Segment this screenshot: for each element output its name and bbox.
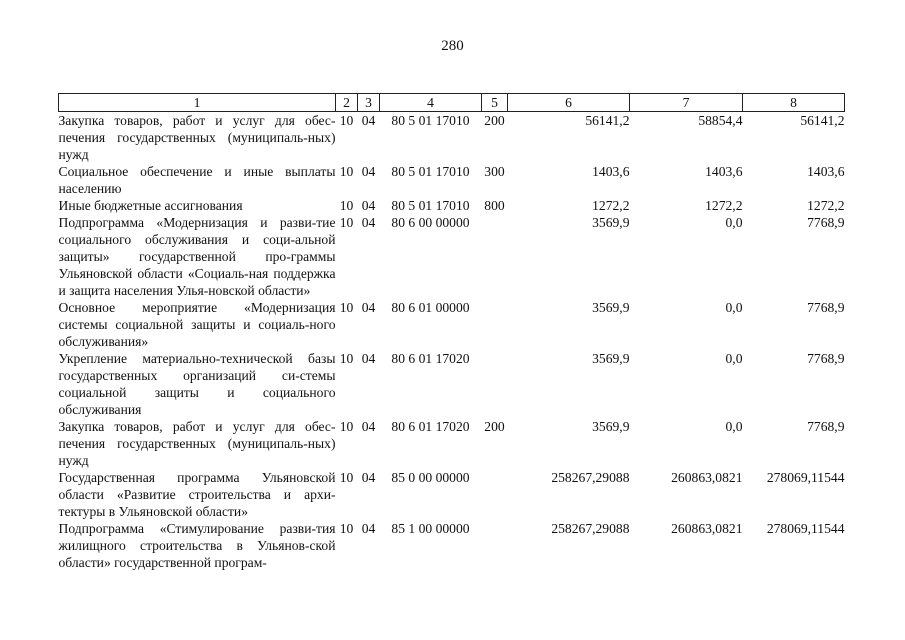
col-header: 3	[358, 94, 380, 112]
cell-target-code: 80 6 01 17020	[391, 419, 470, 434]
cell-target-code: 85 1 00 00000	[391, 521, 470, 536]
cell-amount-6: 1272,2	[592, 198, 630, 213]
cell-section: 10	[339, 164, 354, 179]
cell-expense-type	[482, 299, 508, 350]
cell-subsection: 04	[361, 164, 376, 179]
cell-amount-6: 3569,9	[592, 300, 630, 315]
cell-expense-type: 200	[484, 419, 505, 434]
cell-section: 10	[339, 215, 354, 230]
col-header: 6	[508, 94, 630, 112]
cell-subsection: 04	[361, 351, 376, 366]
cell-section: 10	[339, 113, 354, 128]
table-row	[59, 469, 845, 520]
cell-section: 10	[339, 198, 354, 213]
col-header: 2	[336, 94, 358, 112]
table-row	[59, 350, 845, 418]
row-name: Закупка товаров, работ и услуг для обес-печения государственных (муниципаль-ных) нужд	[58, 113, 336, 162]
table-row	[59, 418, 845, 469]
cell-target-code: 80 6 01 00000	[391, 300, 470, 315]
col-header: 1	[59, 94, 336, 112]
cell-amount-8: 7768,9	[807, 215, 845, 230]
row-name: Социальное обеспечение и иные выплаты населению	[58, 164, 336, 196]
cell-target-code: 80 6 00 00000	[391, 215, 470, 230]
cell-expense-type: 800	[484, 198, 505, 213]
cell-amount-8: 1272,2	[807, 198, 845, 213]
cell-target-code: 80 5 01 17010	[391, 198, 470, 213]
header-row	[59, 94, 845, 112]
cell-amount-6: 3569,9	[592, 419, 630, 434]
col-header: 7	[630, 94, 743, 112]
cell-section: 10	[339, 351, 354, 366]
cell-target-code: 85 0 00 00000	[391, 470, 470, 485]
row-name: Основное мероприятие «Модернизация системы социальной защиты и социаль-ного обслуживания»	[58, 300, 336, 349]
cell-amount-6: 1403,6	[592, 164, 630, 179]
table-row	[59, 197, 845, 214]
cell-amount-6: 3569,9	[592, 351, 630, 366]
budget-table	[58, 93, 845, 571]
cell-expense-type	[482, 350, 508, 418]
cell-subsection: 04	[361, 470, 376, 485]
cell-amount-7: 0,0	[725, 419, 743, 434]
col-header: 5	[482, 94, 508, 112]
table-row	[59, 214, 845, 299]
cell-amount-8: 278069,11544	[766, 470, 845, 485]
cell-section: 10	[339, 470, 354, 485]
cell-subsection: 04	[361, 198, 376, 213]
cell-amount-7: 0,0	[725, 215, 743, 230]
cell-amount-8: 7768,9	[807, 419, 845, 434]
cell-expense-type: 200	[484, 113, 505, 128]
cell-amount-6: 3569,9	[592, 215, 630, 230]
table-row	[59, 112, 845, 164]
cell-amount-8: 56141,2	[800, 113, 845, 128]
cell-expense-type	[482, 214, 508, 299]
cell-amount-8: 7768,9	[807, 300, 845, 315]
row-name: Закупка товаров, работ и услуг для обес-печения государственных (муниципаль-ных) нужд	[58, 419, 336, 468]
cell-amount-7: 0,0	[725, 300, 743, 315]
col-header: 4	[380, 94, 482, 112]
row-name: Иные бюджетные ассигнования	[58, 198, 243, 213]
row-name: Подпрограмма «Модернизация и разви-тие социального обслуживания и соци-альной защиты» государственной про-граммы Ульяновской области «Социаль-ная поддержка и защита населения Улья-новской области»	[58, 215, 336, 298]
cell-amount-6: 258267,29088	[551, 521, 630, 536]
cell-expense-type: 300	[484, 164, 505, 179]
cell-target-code: 80 6 01 17020	[391, 351, 470, 366]
cell-amount-8: 7768,9	[807, 351, 845, 366]
table-row	[59, 163, 845, 197]
row-name: Укрепление материально-технической базы государственных организаций си-стемы социальной защиты и социального обслуживания	[58, 351, 336, 417]
cell-subsection: 04	[361, 521, 376, 536]
cell-expense-type	[482, 520, 508, 571]
cell-subsection: 04	[361, 419, 376, 434]
table-row	[59, 520, 845, 571]
cell-subsection: 04	[361, 113, 376, 128]
col-header: 8	[743, 94, 845, 112]
cell-amount-6: 258267,29088	[551, 470, 630, 485]
cell-target-code: 80 5 01 17010	[391, 113, 470, 128]
row-name: Подпрограмма «Стимулирование разви-тия жилищного строительства в Ульянов-ской области» государственной програм-	[58, 521, 336, 570]
cell-amount-7: 260863,0821	[671, 470, 743, 485]
cell-amount-7: 1403,6	[705, 164, 743, 179]
cell-subsection: 04	[361, 215, 376, 230]
cell-amount-6: 56141,2	[585, 113, 630, 128]
cell-amount-7: 0,0	[725, 351, 743, 366]
page-number: 280	[441, 38, 464, 54]
table-row	[59, 299, 845, 350]
cell-expense-type	[482, 469, 508, 520]
row-name: Государственная программа Ульяновской области «Развитие строительства и архи-тектуры в Ульяновской области»	[58, 470, 336, 519]
cell-amount-8: 1403,6	[807, 164, 845, 179]
cell-amount-8: 278069,11544	[766, 521, 845, 536]
cell-amount-7: 260863,0821	[671, 521, 743, 536]
cell-amount-7: 58854,4	[698, 113, 743, 128]
cell-subsection: 04	[361, 300, 376, 315]
cell-amount-7: 1272,2	[705, 198, 743, 213]
cell-section: 10	[339, 521, 354, 536]
cell-section: 10	[339, 300, 354, 315]
cell-target-code: 80 5 01 17010	[391, 164, 470, 179]
cell-section: 10	[339, 419, 354, 434]
